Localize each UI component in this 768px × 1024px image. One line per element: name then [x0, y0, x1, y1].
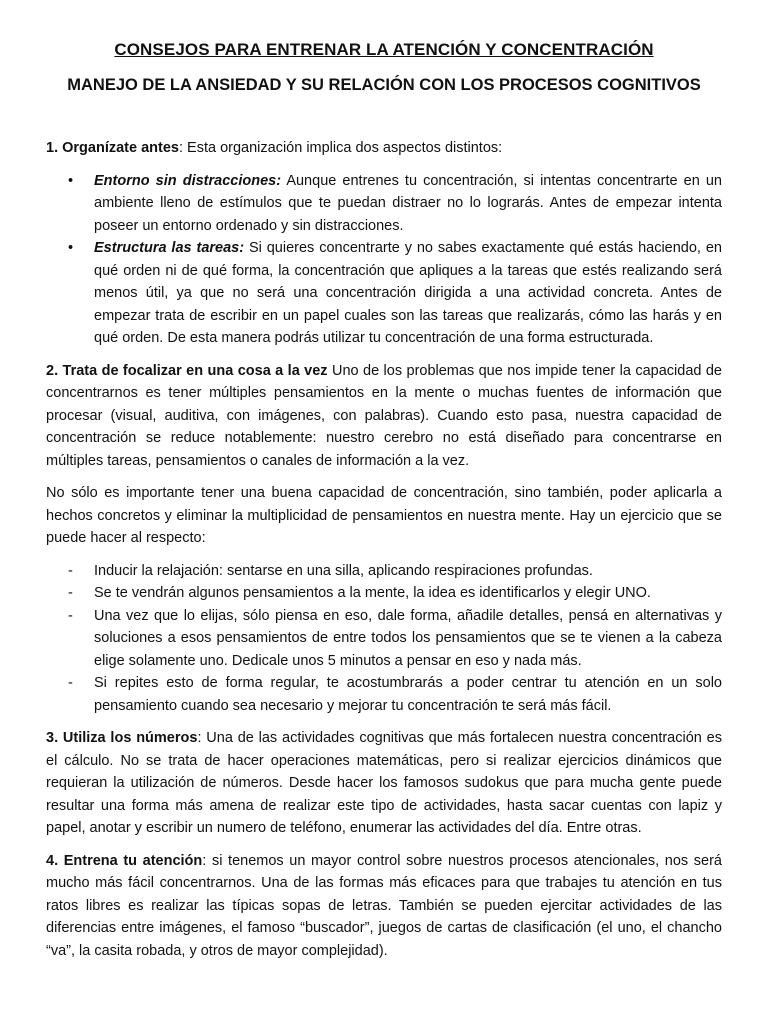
- section-2-dash-list: [46, 560, 722, 718]
- section-2-text: Uno de los problemas que nos impide tener la capacidad de concentrarnos es tener múltiples pensamientos en la mente o muchas fuentes de información que procesar (visual, auditiva, con imágenes, con palabras). Cuando esto pasa, nuestra capacidad de concentración se reduce notablemente: nuestro cerebro no está diseñado para concentrarse en múltiples tareas, pensamientos o canales de información a la vez.: [46, 362, 722, 469]
- list-item: [46, 672, 722, 717]
- section-4-heading: 4. Entrena tu atención: [46, 852, 203, 869]
- list-item: [46, 605, 722, 673]
- section-3-text: : Una de las actividades cognitivas que más fortalecen nuestra concentración es el cálculo. No se trata de hacer operaciones matemáticas, pero si realizar ejercicios dinámicos que requieran la utilización de números. Desde hacer los famosos sudokus que para mucha gente puede resultar una forma más amena de realizar este tipo de actividades, hasta sacar cuentas con lapiz y papel, anotar y escribir un numero de teléfono, enumerar las actividades del día. Entre otras.: [46, 730, 722, 836]
- dash-text: Inducir la relajación: sentarse en una silla, aplicando respiraciones profundas.: [94, 562, 593, 579]
- bullet-marker: •: [68, 172, 74, 189]
- bullet-text: Si quieres concentrarte y no sabes exactamente qué estás haciendo, en qué orden ni de qué forma, la concentración que apliques a la tareas que estés realizando será menos útil, ya que no será una concentración dirigida a una actividad concreta. Antes de empezar trata de escribir en un papel cuales son las tareas que realizarás, cómo las harás y en qué orden. De esta manera podrás utilizar tu concentración de una forma estructurada.: [94, 240, 722, 346]
- list-item: [46, 560, 722, 583]
- section-4-paragraph: [46, 850, 722, 963]
- section-2-heading: 2. Trata de focalizar en una cosa a la vez: [46, 362, 328, 379]
- dash-marker: -: [68, 585, 73, 601]
- section-1-text: : Esta organización implica dos aspectos distintos:: [178, 140, 503, 156]
- dash-marker: -: [68, 562, 73, 579]
- section-1-heading: 1. Organízate antes: [46, 140, 179, 156]
- dash-text: Se te vendrán algunos pensamientos a la mente, la idea es identificarlos y elegir UNO.: [94, 585, 651, 601]
- document-subtitle: MANEJO DE LA ANSIEDAD Y SU RELACIÓN CON LOS PROCESOS COGNITIVOS: [67, 76, 701, 94]
- dash-marker: -: [68, 675, 73, 691]
- section-3-paragraph: [46, 727, 722, 840]
- list-item: [46, 582, 722, 605]
- bullet-text: Aunque entrenes tu concentración, si intentas concentrarte en un ambiente lleno de estímulos que te puedan distraer no lo lograrás. Antes de empezar intenta poseer un entorno ordenado y sin distracciones.: [94, 172, 722, 234]
- section-3-heading: 3. Utiliza los números: [46, 730, 198, 746]
- section-2-paragraph-2: No sólo es importante tener una buena capacidad de concentración, sino también, poder aplicarla a hechos concretos y eliminar la multiplicidad de pensamientos en nuestra mente. Hay un ejercicio que se puede hacer al respecto:: [46, 485, 722, 546]
- document-page: [46, 40, 722, 972]
- document-title: CONSEJOS PARA ENTRENAR LA ATENCIÓN Y CONCENTRACIÓN: [114, 40, 654, 59]
- bullet-term: Estructura las tareas:: [94, 240, 245, 256]
- list-item: [46, 237, 722, 350]
- list-item: [46, 170, 722, 238]
- dash-marker: -: [68, 607, 73, 624]
- section-4-text: : si tenemos un mayor control sobre nuestros procesos atencionales, nos será mucho más fácil concentrarnos. Una de las formas más eficaces para que trabajes tu atención en tus ratos libres es realizar las típicas sopas de letras. También se pueden ejercitar actividades de las diferencias entre imágenes, el famoso “buscador”, juegos de cartas de clasificación (el uno, el chancho “va”, la casita robada, y otros de mayor complejidad).: [46, 852, 722, 959]
- bullet-marker: •: [68, 240, 74, 256]
- dash-text: Una vez que lo elijas, sólo piensa en eso, dale forma, añadile detalles, pensá en alternativas y soluciones a esos pensamientos de entre todos los pensamientos que se te vienen a la cabeza elige solamente uno. Dedicale unos 5 minutos a pensar en eso y nada más.: [94, 607, 722, 669]
- section-1-bullet-list: [46, 170, 722, 350]
- dash-text: Si repites esto de forma regular, te acostumbrarás a poder centrar tu atención en un solo pensamiento cuando sea necesario y mejorar tu concentración te será más fácil.: [94, 675, 722, 714]
- section-1-paragraph: [46, 137, 722, 160]
- section-2-paragraph: [46, 360, 722, 473]
- bullet-term: Entorno sin distracciones:: [94, 172, 282, 189]
